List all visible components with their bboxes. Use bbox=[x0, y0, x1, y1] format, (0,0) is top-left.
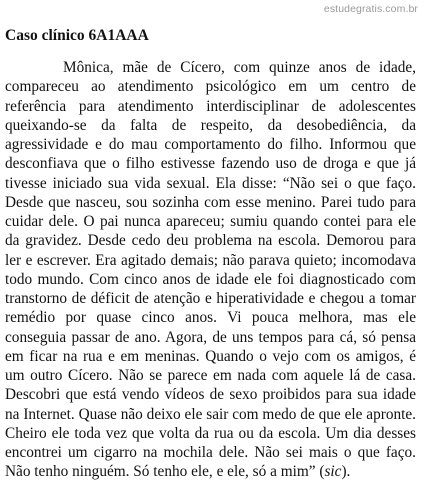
case-body-end: ). bbox=[341, 463, 351, 481]
sic-notation: sic bbox=[324, 463, 342, 481]
case-body-paragraph bbox=[5, 58, 416, 482]
case-document bbox=[5, 26, 416, 482]
case-body-text: Mônica, mãe de Cícero, com quinze anos de idade, compareceu ao atendimento psicológico em um centro de referência para atendimento interdisciplinar de adolescentes queixando-se da falta de respeito, da desobediência, da agressividade e do mau comportamento do filho. Informou que desconfiava que o filho estivesse fazendo uso de droga e que já tivesse iniciado sua vida sexual. Ela disse: “Não sei o que faço. Desde que nasceu, sou sozinha com esse menino. Parei tudo para cuidar dele. O pai nunca apareceu; sumiu quando contei para ele da gravidez. Desde cedo deu problema na escola. Demorou para ler e escrever. Era agitado demais; não parava quieto; incomodava todo mundo. Com cinco anos de idade ele foi diagnosticado com transtorno de déficit de atenção e hiperatividade e chegou a tomar remédio por quase cinco anos. Vi pouca melhora, mas ele conseguia passar de ano. Agora, de uns tempos para cá, só pensa em ficar na rua e em meninas. Quando o vejo com os amigos, é um outro Cícero. Não se parece em nada com aquele lá de casa. Descobri que está vendo vídeos de sexo proibidos para sua idade na Internet. Quase não deixo ele sair com medo de que ele apronte. Cheiro ele toda vez que volta da rua ou da escola. Um dia desses encontrei um cigarro na mochila dele. Não sei mais o que faço. Não tenho ninguém. Só tenho ele, e ele, só a mim” ( bbox=[5, 59, 416, 481]
site-watermark: estudegratis.com.br bbox=[323, 3, 418, 15]
case-title: Caso clínico 6A1AAA bbox=[5, 27, 149, 44]
